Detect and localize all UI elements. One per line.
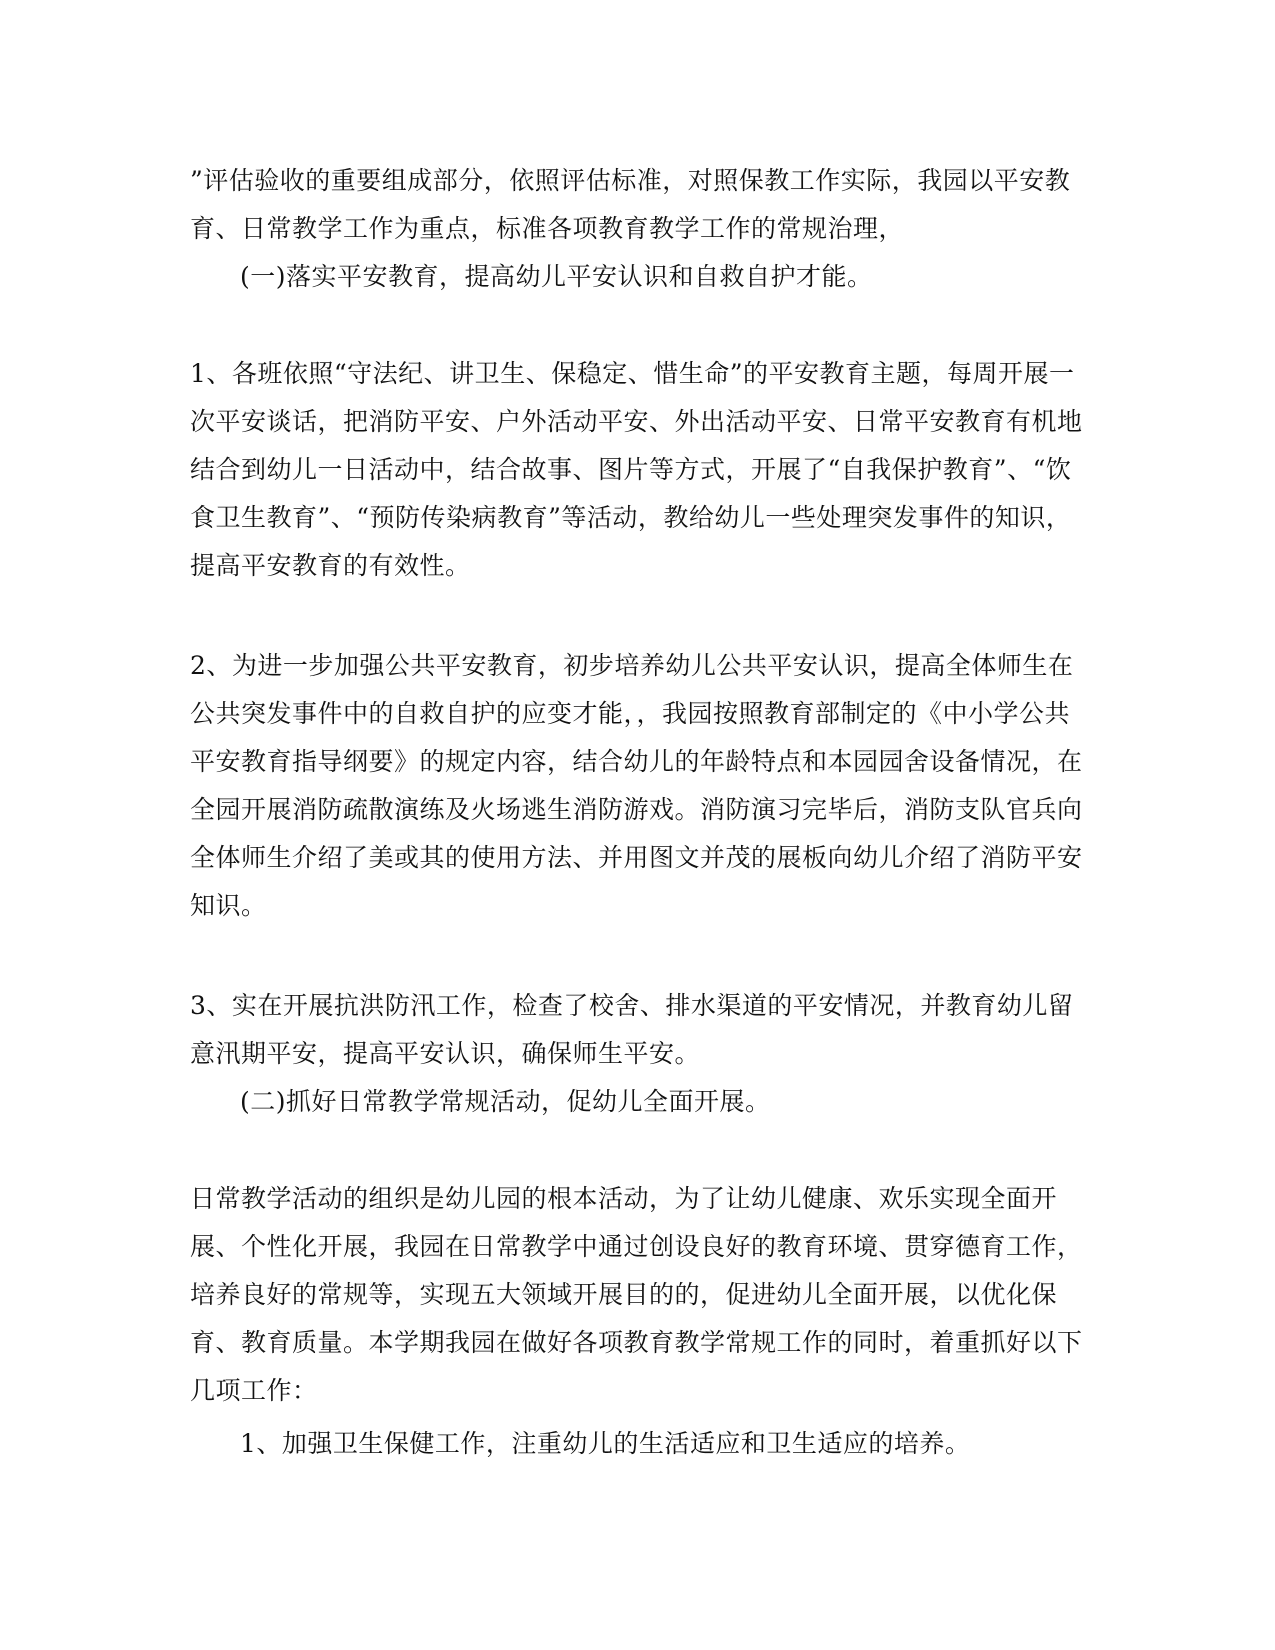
intro-paragraph: ”评估验收的重要组成部分，依照评估标准，对照保教工作实际，我园以平安教育、日常教学工作为重点，标准各项教育教学工作的常规治理，	[190, 166, 1071, 243]
paragraph-item-1: 1、各班依照“守法纪、讲卫生、保稳定、惜生命”的平安教育主题，每周开展一次平安谈话，把消防平安、户外活动平安、外出活动平安、日常平安教育有机地结合到幼儿一日活动中，结合故事、图片等方式，开展了“自我保护教育”、“饮食卫生教育”、“预防传染病教育”等活动，教给幼儿一些处理突发事件的知识，提高平安教育的有效性。	[190, 359, 1083, 580]
section-heading-two: (二)抓好日常教学常规活动，促幼儿全面开展。	[240, 1087, 771, 1116]
paragraph-item-2: 2、为进一步加强公共平安教育，初步培养幼儿公共平安认识，提高全体师生在公共突发事件中的自救自护的应变才能，，我园按照教育部制定的《中小学公共平安教育指导纲要》的规定内容，结合幼儿的年龄特点和本园园舍设备情况，在全园开展消防疏散演练及火场逃生消防游戏。消防演习完毕后，消防支队官兵向全体师生介绍了美或其的使用方法、并用图文并茂的展板向幼儿介绍了消防平安知识。	[190, 651, 1083, 920]
section-heading-one: (一)落实平安教育，提高幼儿平安认识和自救自护才能。	[240, 262, 873, 291]
daily-teaching-paragraph: 日常教学活动的组织是幼儿园的根本活动，为了让幼儿健康、欢乐实现全面开展、个性化开展，我园在日常教学中通过创设良好的教育环境、贯穿德育工作，培养良好的常规等，实现五大领域开展目的的，促进幼儿全面开展，以优化保育、教育质量。本学期我园在做好各项教育教学常规工作的同时，着重抓好以下几项工作：	[190, 1184, 1083, 1405]
subheading-item-1: 1、加强卫生保健工作，注重幼儿的生活适应和卫生适应的培养。	[240, 1429, 971, 1458]
paragraph-item-3: 3、实在开展抗洪防汛工作，检查了校舍、排水渠道的平安情况，并教育幼儿留意汛期平安，提高平安认识，确保师生平安。	[190, 991, 1074, 1068]
